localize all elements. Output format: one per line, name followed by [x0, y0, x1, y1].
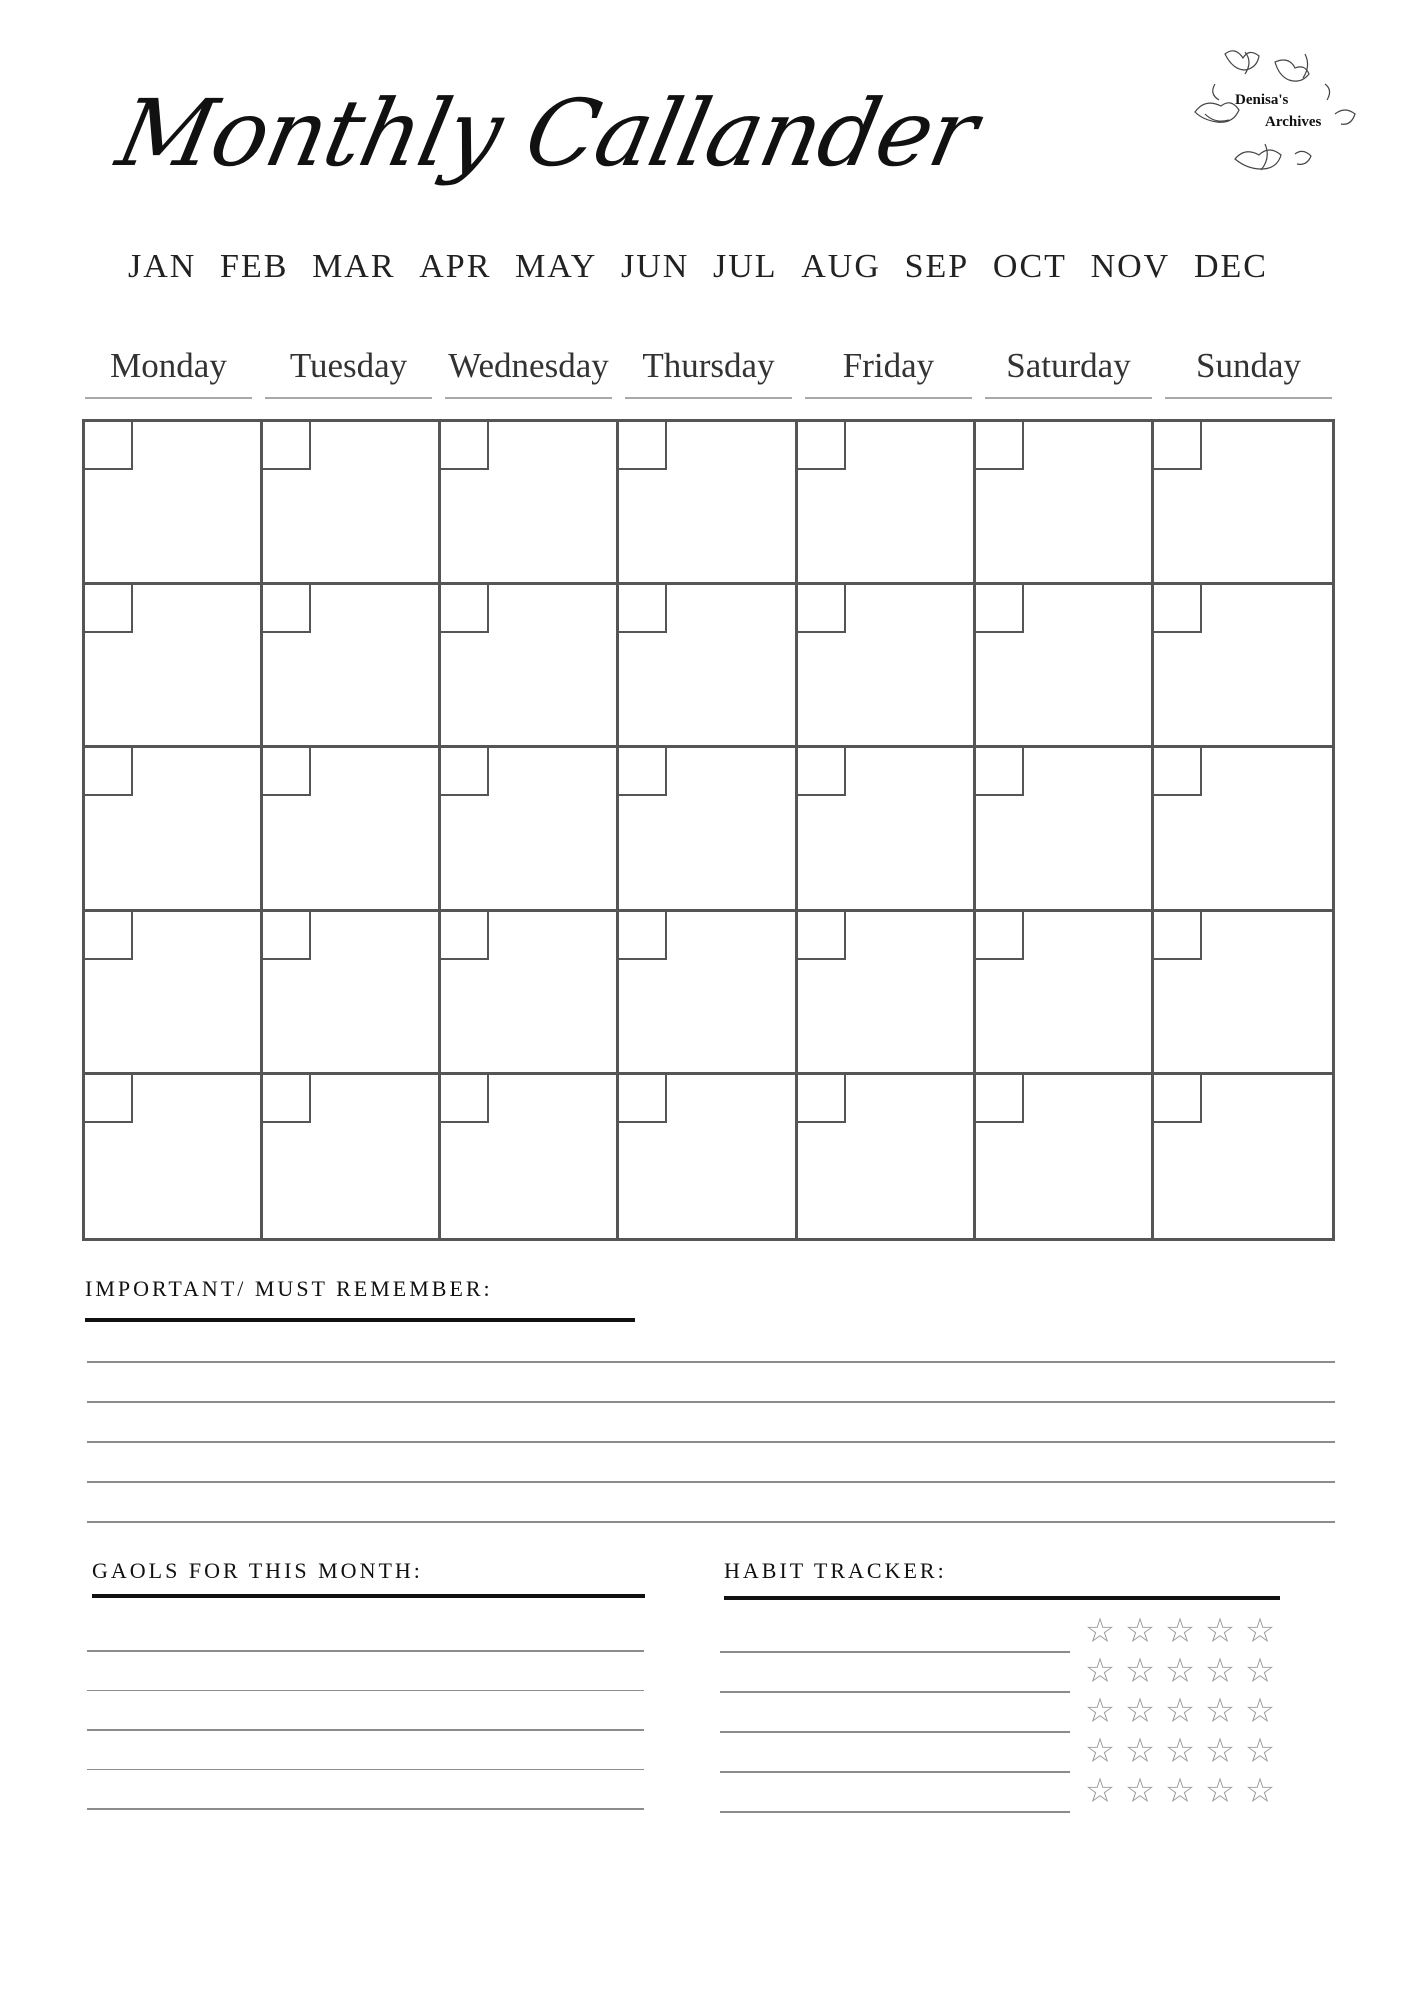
calendar-day-cell[interactable] [85, 912, 263, 1075]
weekday-thursday: Thursday [625, 335, 792, 399]
star-icon[interactable]: ☆ [1124, 1733, 1156, 1770]
star-icon[interactable]: ☆ [1084, 1653, 1116, 1690]
star-icon[interactable]: ☆ [1204, 1773, 1236, 1810]
date-number-box[interactable] [1154, 912, 1202, 960]
logo-line-1: Denisa's [1235, 92, 1289, 108]
important-write-line[interactable] [87, 1521, 1335, 1523]
date-number-box[interactable] [1154, 1075, 1202, 1123]
calendar-day-cell[interactable] [263, 585, 441, 748]
weekday-monday: Monday [85, 335, 252, 399]
date-number-box[interactable] [263, 748, 311, 796]
date-number-box[interactable] [263, 912, 311, 960]
star-icon[interactable]: ☆ [1204, 1613, 1236, 1650]
habit-tracker-heading-underline [724, 1596, 1280, 1600]
calendar-day-cell[interactable] [798, 912, 976, 1075]
page-title: Monthly Callander [108, 80, 986, 187]
star-icon[interactable]: ☆ [1164, 1613, 1196, 1650]
month-jul[interactable]: JUL [713, 248, 778, 285]
important-write-line[interactable] [87, 1401, 1335, 1403]
important-write-line[interactable] [87, 1441, 1335, 1443]
date-number-box[interactable] [976, 585, 1024, 633]
star-icon[interactable]: ☆ [1164, 1653, 1196, 1690]
goal-write-line[interactable] [87, 1690, 644, 1692]
star-icon[interactable]: ☆ [1244, 1693, 1276, 1730]
month-aug[interactable]: AUG [801, 248, 881, 285]
star-icon[interactable]: ☆ [1204, 1693, 1236, 1730]
calendar-day-cell[interactable] [1154, 422, 1332, 585]
date-number-box[interactable] [85, 1075, 133, 1123]
month-mar[interactable]: MAR [312, 248, 396, 285]
star-icon[interactable]: ☆ [1204, 1733, 1236, 1770]
star-icon[interactable]: ☆ [1164, 1733, 1196, 1770]
star-icon[interactable]: ☆ [1244, 1653, 1276, 1690]
date-number-box[interactable] [798, 748, 846, 796]
habit-star-row [1080, 1735, 1280, 1769]
calendar-day-cell[interactable] [976, 585, 1154, 748]
calendar-day-cell[interactable] [619, 422, 797, 585]
calendar-day-cell[interactable] [441, 912, 619, 1075]
calendar-day-cell[interactable] [976, 748, 1154, 911]
calendar-day-cell[interactable] [976, 912, 1154, 1075]
date-number-box[interactable] [85, 748, 133, 796]
date-number-box[interactable] [85, 585, 133, 633]
habit-star-row [1080, 1655, 1280, 1689]
date-number-box[interactable] [798, 1075, 846, 1123]
date-number-box[interactable] [976, 748, 1024, 796]
calendar-day-cell[interactable] [976, 422, 1154, 585]
star-icon[interactable]: ☆ [1124, 1693, 1156, 1730]
date-number-box[interactable] [619, 912, 667, 960]
calendar-day-cell[interactable] [619, 748, 797, 911]
date-number-box[interactable] [619, 422, 667, 470]
date-number-box[interactable] [798, 422, 846, 470]
star-icon[interactable]: ☆ [1084, 1733, 1116, 1770]
logo-line-2: Archives [1265, 114, 1322, 130]
date-number-box[interactable] [619, 1075, 667, 1123]
date-number-box[interactable] [1154, 585, 1202, 633]
weekday-saturday: Saturday [985, 335, 1152, 399]
weekday-header [85, 335, 1333, 399]
date-number-box[interactable] [85, 422, 133, 470]
habit-write-line[interactable] [720, 1691, 1070, 1693]
calendar-day-cell[interactable] [441, 585, 619, 748]
habit-write-line[interactable] [720, 1811, 1070, 1813]
weekday-sunday: Sunday [1165, 335, 1332, 399]
important-write-line[interactable] [87, 1481, 1335, 1483]
star-icon[interactable]: ☆ [1244, 1773, 1276, 1810]
star-icon[interactable]: ☆ [1084, 1613, 1116, 1650]
calendar-day-cell[interactable] [441, 422, 619, 585]
star-icon[interactable]: ☆ [1164, 1693, 1196, 1730]
star-icon[interactable]: ☆ [1244, 1613, 1276, 1650]
calendar-day-cell[interactable] [619, 585, 797, 748]
month-dec[interactable]: DEC [1193, 248, 1268, 285]
month-oct[interactable]: OCT [992, 248, 1067, 285]
date-number-box[interactable] [441, 585, 489, 633]
month-jun[interactable]: JUN [620, 248, 690, 285]
date-number-box[interactable] [263, 422, 311, 470]
date-number-box[interactable] [441, 748, 489, 796]
month-feb[interactable]: FEB [220, 248, 289, 285]
calendar-day-cell[interactable] [85, 422, 263, 585]
date-number-box[interactable] [263, 1075, 311, 1123]
calendar-day-cell[interactable] [1154, 912, 1332, 1075]
calendar-day-cell[interactable] [441, 748, 619, 911]
calendar-day-cell[interactable] [1154, 1075, 1332, 1238]
calendar-day-cell[interactable] [798, 585, 976, 748]
date-number-box[interactable] [619, 748, 667, 796]
star-icon[interactable]: ☆ [1084, 1693, 1116, 1730]
month-apr[interactable]: APR [419, 248, 492, 285]
calendar-day-cell[interactable] [619, 1075, 797, 1238]
calendar-day-cell[interactable] [263, 748, 441, 911]
important-heading: IMPORTANT/ MUST REMEMBER: [85, 1276, 493, 1301]
star-icon[interactable]: ☆ [1204, 1653, 1236, 1690]
calendar-day-cell[interactable] [798, 1075, 976, 1238]
date-number-box[interactable] [441, 912, 489, 960]
date-number-box[interactable] [1154, 748, 1202, 796]
habit-write-line[interactable] [720, 1771, 1070, 1773]
goal-write-line[interactable] [87, 1808, 644, 1810]
calendar-day-cell[interactable] [619, 912, 797, 1075]
month-may[interactable]: MAY [515, 248, 598, 285]
star-icon[interactable]: ☆ [1244, 1733, 1276, 1770]
habit-star-row [1080, 1615, 1280, 1649]
date-number-box[interactable] [85, 912, 133, 960]
date-number-box[interactable] [976, 912, 1024, 960]
date-number-box[interactable] [441, 1075, 489, 1123]
brand-logo [1185, 44, 1365, 184]
calendar-day-cell[interactable] [1154, 585, 1332, 748]
weekday-friday: Friday [805, 335, 972, 399]
star-icon[interactable]: ☆ [1084, 1773, 1116, 1810]
calendar-day-cell[interactable] [441, 1075, 619, 1238]
date-number-box[interactable] [798, 585, 846, 633]
important-write-line[interactable] [87, 1361, 1335, 1363]
star-icon[interactable]: ☆ [1124, 1613, 1156, 1650]
goals-heading: GAOLS FOR THIS MONTH: [92, 1558, 423, 1583]
weekday-tuesday: Tuesday [265, 335, 432, 399]
calendar-day-cell[interactable] [85, 1075, 263, 1238]
date-number-box[interactable] [619, 585, 667, 633]
habit-write-line[interactable] [720, 1731, 1070, 1733]
month-sep[interactable]: SEP [904, 248, 970, 285]
goals-heading-underline [92, 1594, 645, 1598]
star-icon[interactable]: ☆ [1164, 1773, 1196, 1810]
calendar-day-cell[interactable] [85, 748, 263, 911]
date-number-box[interactable] [976, 422, 1024, 470]
goal-write-line[interactable] [87, 1650, 644, 1652]
date-number-box[interactable] [976, 1075, 1024, 1123]
star-icon[interactable]: ☆ [1124, 1653, 1156, 1690]
habit-tracker-heading: HABIT TRACKER: [724, 1558, 947, 1583]
date-number-box[interactable] [263, 585, 311, 633]
calendar-day-cell[interactable] [85, 585, 263, 748]
goal-write-line[interactable] [87, 1729, 644, 1731]
date-number-box[interactable] [1154, 422, 1202, 470]
calendar-day-cell[interactable] [263, 912, 441, 1075]
habit-star-row [1080, 1695, 1280, 1729]
weekday-wednesday: Wednesday [445, 335, 612, 399]
calendar-day-cell[interactable] [798, 748, 976, 911]
month-nov[interactable]: NOV [1090, 248, 1171, 285]
calendar-day-cell[interactable] [263, 422, 441, 585]
calendar-day-cell[interactable] [976, 1075, 1154, 1238]
calendar-day-cell[interactable] [798, 422, 976, 585]
month-selector [128, 248, 1268, 286]
calendar-day-cell[interactable] [263, 1075, 441, 1238]
calendar-grid [82, 419, 1335, 1241]
calendar-day-cell[interactable] [1154, 748, 1332, 911]
star-icon[interactable]: ☆ [1124, 1773, 1156, 1810]
date-number-box[interactable] [441, 422, 489, 470]
date-number-box[interactable] [798, 912, 846, 960]
habit-star-row [1080, 1775, 1280, 1809]
month-jan[interactable]: JAN [128, 248, 197, 285]
important-heading-underline [85, 1318, 635, 1322]
habit-write-line[interactable] [720, 1651, 1070, 1653]
goal-write-line[interactable] [87, 1769, 644, 1771]
